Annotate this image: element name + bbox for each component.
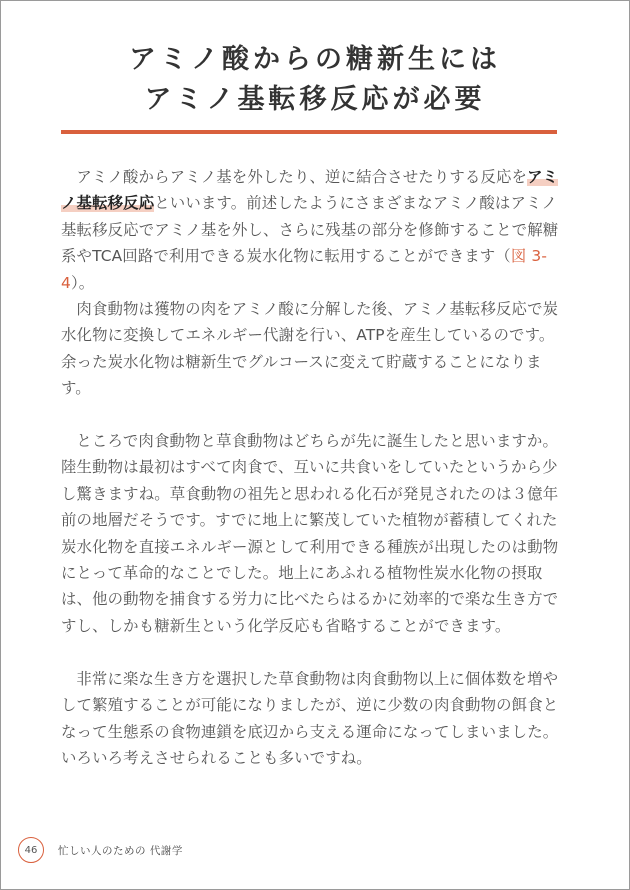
body-text (61, 164, 561, 771)
keyword-highlight: アミノ基転移反応 (61, 168, 559, 213)
paragraph-1-text-a: アミノ酸からアミノ基を外したり、逆に結合させたりする反応を (76, 168, 528, 186)
paragraph-4: 非常に楽な生き方を選択した草食動物は肉食動物以上に個体数を増やして繁殖することが可能になりましたが、逆に少数の肉食動物の餌食となって生態系の食物連鎖を底辺から支える運命になってしまいました。いろいろ考えさせられることも多いですね。 (61, 669, 559, 767)
page-title-line-2: アミノ基転移反応が必要 (144, 84, 486, 115)
paragraph-spacer (61, 402, 561, 428)
title-underline-rule (61, 130, 557, 134)
paragraph-1 (61, 164, 561, 296)
page-title-line-1: アミノ酸からの糖新生には (129, 44, 501, 75)
paragraph-2: 肉食動物は獲物の肉をアミノ酸に分解した後、アミノ基転移反応で炭水化物に変換してエネルギー代謝を行い、ATPを産生しているのです。余った炭水化物は糖新生でグルコースに変えて貯蔵することになります。 (61, 300, 559, 398)
page-number-badge (18, 837, 44, 863)
page-number: 46 (24, 844, 38, 856)
paragraph-1-text-b: といいます。前述したようにさまざまなアミノ酸はアミノ基転移反応でアミノ基を外し、さらに残基の部分を修飾することで解糖系やTCA回路で利用できる炭水化物に転用することができます（ (61, 194, 559, 266)
page-footer (18, 837, 183, 863)
paragraph-spacer (61, 639, 561, 665)
paragraph-1-text-c: ）。 (70, 273, 95, 292)
paragraph-3: ところで肉食動物と草食動物はどちらが先に誕生したと思いますか。陸生動物は最初はすべて肉食で、互いに共食いをしていたというから少し驚きますね。草食動物の祖先と思われる化石が発見されたのは３億年前の地層だそうです。すでに地上に繁茂していた植物が蓄積してくれた炭水化物を直接エネルギー源として利用できる種族が出現したのは動物にとって革命的なことでした。地上にあふれる植物性炭水化物の摂取は、他の動物を捕食する労力に比べたらはるかに効率的で楽な生き方ですし、しかも糖新生という化学反応も省略することができます。 (61, 432, 559, 635)
page-title (0, 40, 630, 120)
figure-reference-link[interactable]: 図 3-4 (61, 247, 548, 292)
running-book-title: 忙しい人のための 代謝学 (58, 844, 183, 857)
